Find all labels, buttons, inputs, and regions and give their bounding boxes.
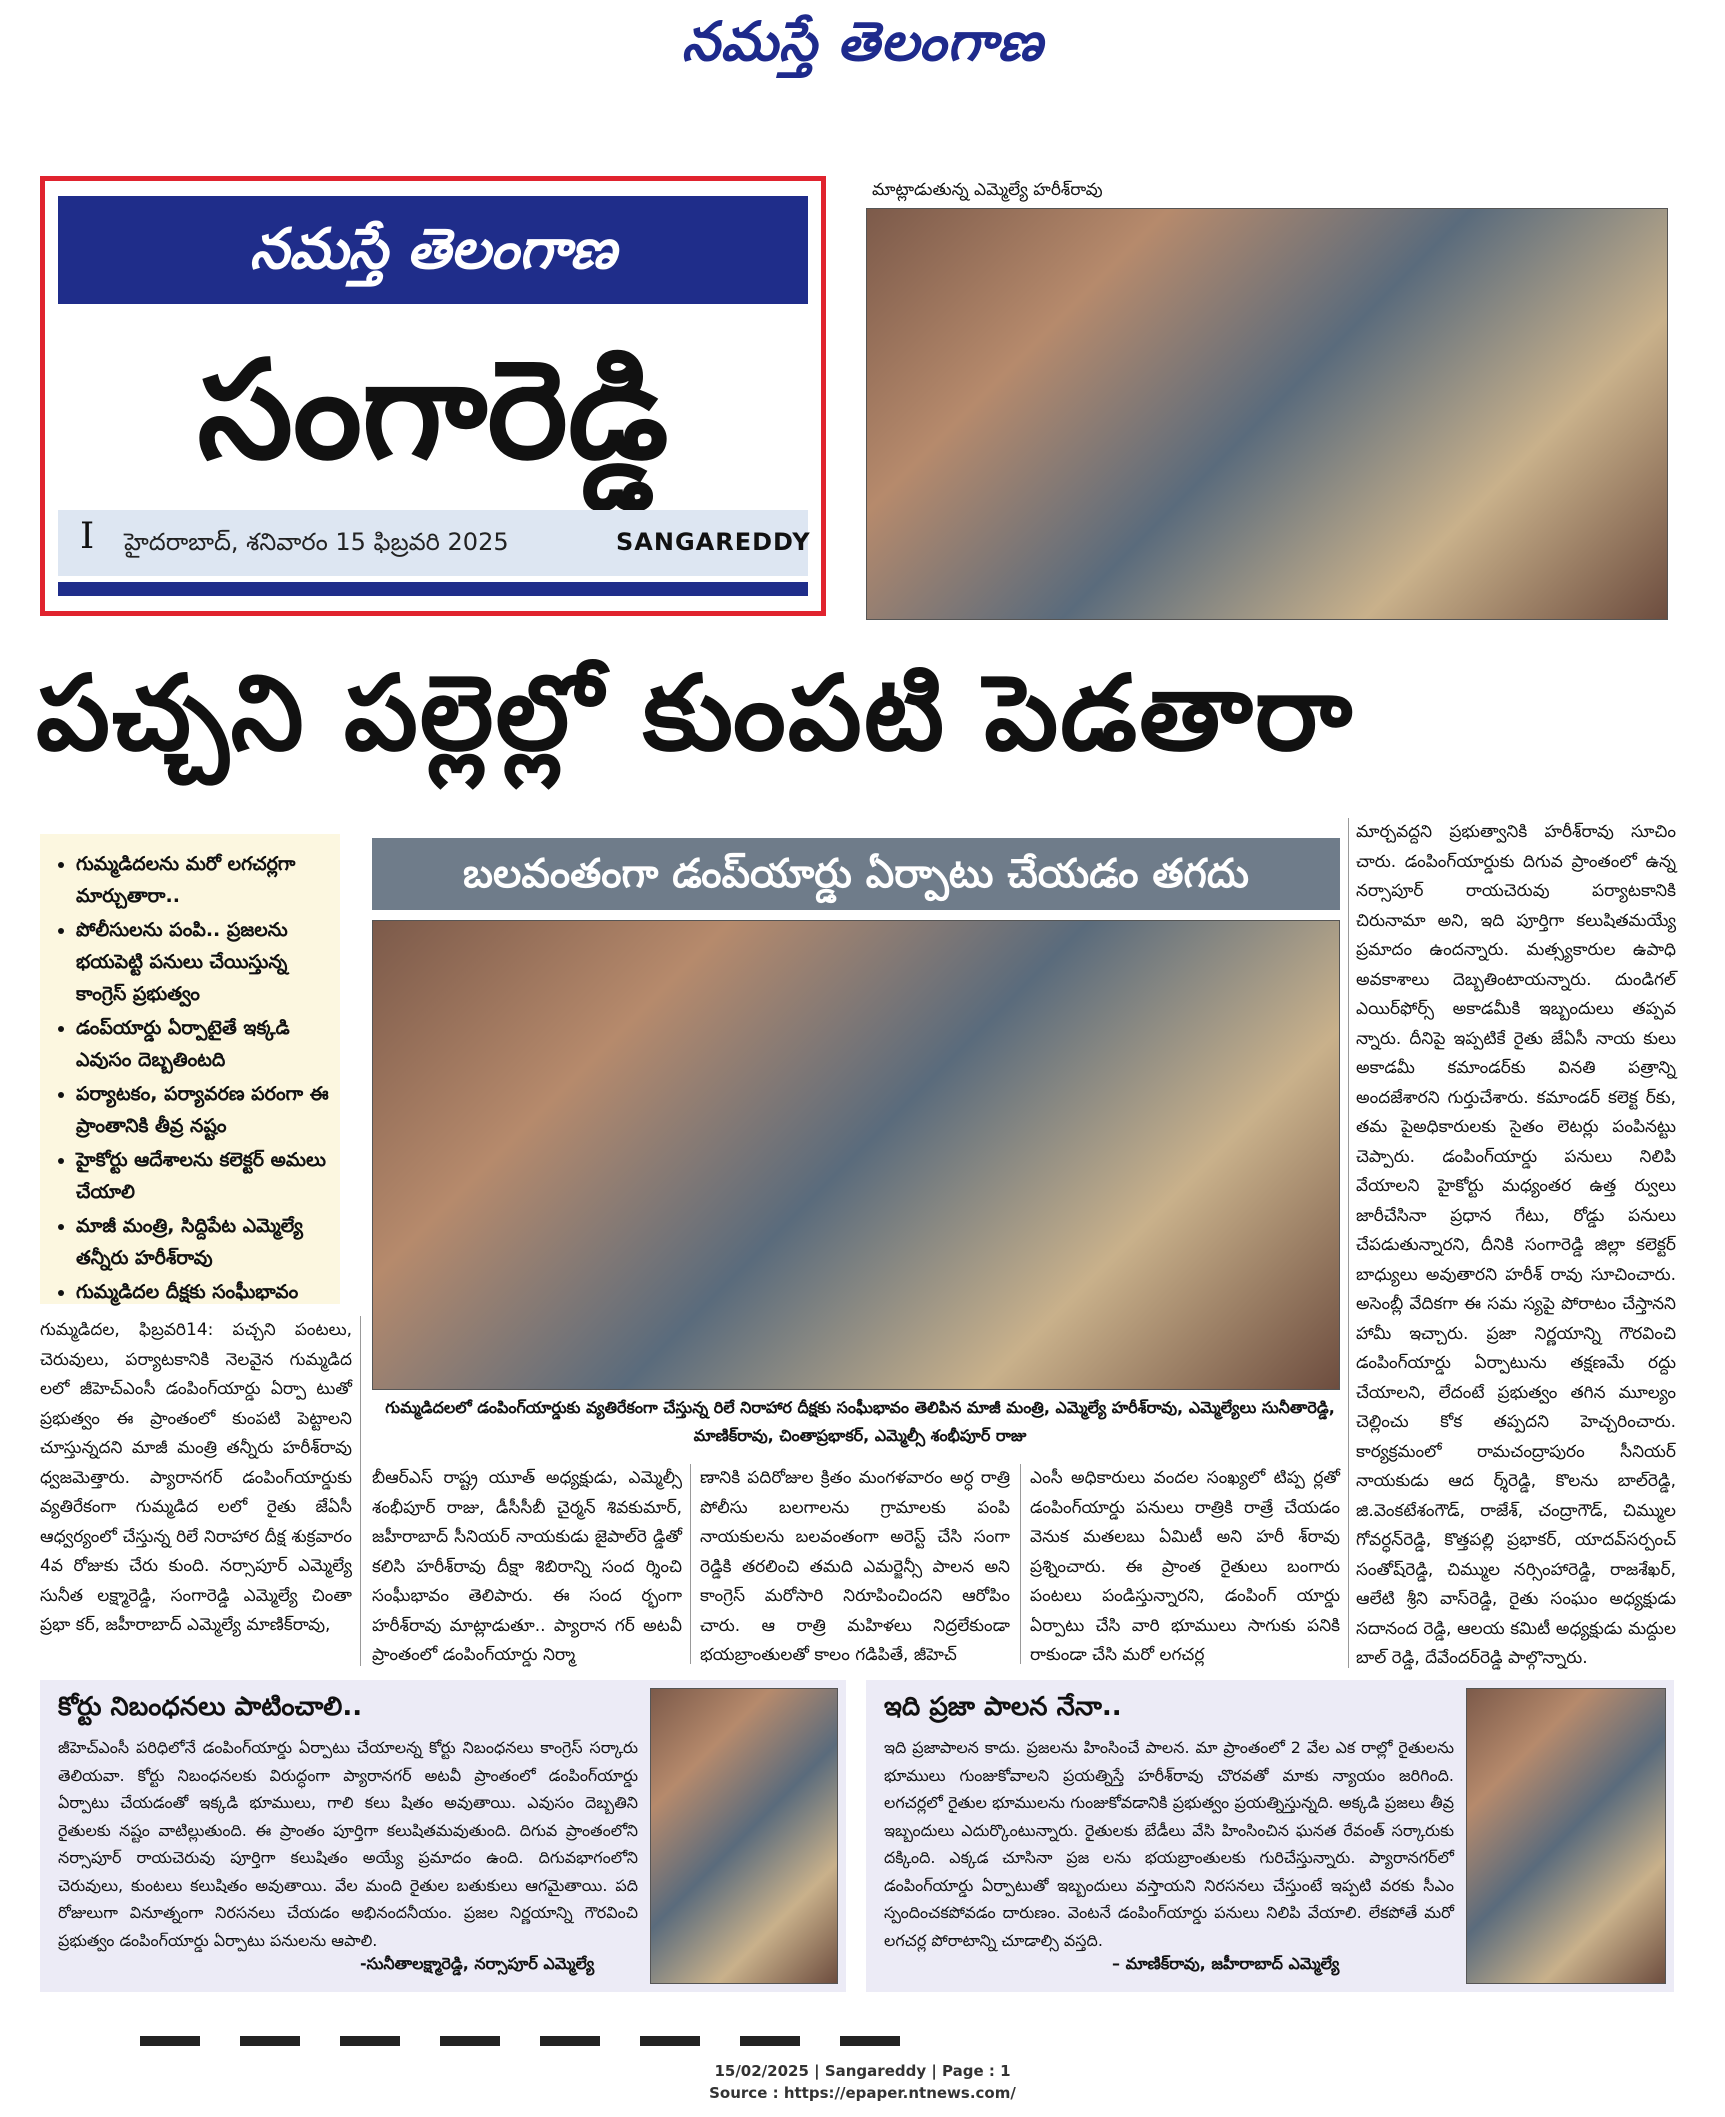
masthead-logo: నమస్తే తెలంగాణ — [681, 10, 1044, 73]
quote-box-left-title: కోర్టు నిబంధనలు పాటించాలి.. — [58, 1692, 363, 1722]
article-column-3: ణానికి పదిరోజుల క్రితం మంగళవారం అర్ధ రాత్రి పోలీసు బలగాలను గ్రామాలకు పంపి నాయకులను బలవంతంగా అరెస్ట్ చేసి సంగా రెడ్డికి తరలించి తమది ఎమర్జెన్సీ పాలన అని కాంగ్రెస్ మరోసారి నిరూపించిందని ఆరోపిం చారు. ఆ రాత్రి మహిళలు నిద్రలేకుండా భయబ్రాంతులతో కాలం గడిపితే, జీహెచ్ — [700, 1468, 1010, 1665]
highlight-item: • గుమ్మడిదలను మరో లగచర్లగా మార్చుతారా.. — [76, 848, 330, 912]
top-photo — [866, 208, 1668, 620]
column-divider — [690, 1464, 691, 1664]
main-headline: పచ్చని పల్లెల్లో కుంపటి పెడతారా — [36, 652, 1355, 774]
edition-roman-numeral: I — [80, 516, 95, 557]
edition-city-title: సంగారెడ్డి — [197, 330, 669, 490]
top-photo-caption: మాట్లాడుతున్న ఎమ్మెల్యే హరీశ్‌రావు — [872, 180, 1103, 200]
edition-paper-name: నమస్తే తెలంగాణ — [58, 196, 808, 304]
main-photo-caption: గుమ్మడిదలలో డంపింగ్‌యార్డుకు వ్యతిరేకంగా చేస్తున్న రిలే నిరాహార దీక్షకు సంఘీభావం తెలిపిన మాజీ మంత్రి, ఎమ్మెల్యే హరీశ్‌రావు, ఎమ్మెల్యేలు సునీతారెడ్డి, మాణిక్‌రావు, చింతాప్రభాకర్, ఎమ్మెల్సీ శంభీపూర్ రాజు — [385, 1398, 1335, 1445]
column-divider — [1020, 1464, 1021, 1664]
quote-box-right-title: ఇది ప్రజా పాలన నేనా.. — [884, 1692, 1122, 1722]
highlight-item: • హైకోర్టు ఆదేశాలను కలెక్టర్ అమలు చేయాలి — [76, 1144, 330, 1208]
article-column-2: బీఆర్‌ఎస్ రాష్ట్ర యూత్ అధ్యక్షుడు, ఎమ్మెల్సీ శంభీపూర్ రాజు, డీసీసీబీ చైర్మన్ శివకుమార్, జహీరాబాద్ సీనియర్ నాయకుడు జైపాల్‌రె డ్డితో కలిసి హరీశ్‌రావు దీక్షా శిబిరాన్ని సంద ర్శించి సంఘీభావం తెలిపారు. ఈ సంద ర్భంగా హరీశ్‌రావు మాట్లాడుతూ.. ప్యారాన గర్ అటవీ ప్రాంతంలో డంపింగ్‌యార్డు నిర్మా — [372, 1468, 682, 1665]
highlights-box — [40, 834, 340, 1304]
article-column-5: మార్చవద్దని ప్రభుత్వానికి హరీశ్‌రావు సూచిం చారు. డంపింగ్‌యార్డుకు దిగువ ప్రాంతంలో ఉన్న నర్సాపూర్ రాయచెరువు పర్యాటకానికి చిరునామా అని, ఇది పూర్తిగా కలుషితమయ్యే ప్రమాదం ఉందన్నారు. మత్స్యకారుల ఉపాధి అవకాశాలు దెబ్బతింటాయన్నారు. దుండిగల్ ఎయిర్‌ఫోర్స్ అకాడమీకి ఇబ్బందులు తప్పవ న్నారు. దీనిపై ఇప్పటికే రైతు జేఏసీ నాయ కులు అకాడమీ కమాండర్‌కు వినతి పత్రాన్ని అందజేశారని గుర్తుచేశారు. కమాండర్ కలెక్ట ర్‌కు, తమ పైఅధికారులకు సైతం లెటర్లు పంపినట్టు చెప్పారు. డంపింగ్‌యార్డు పనులు నిలిపి వేయాలని హైకోర్టు మధ్యంతర ఉత్త ర్వులు జారీచేసినా ప్రధాన గేటు, రోడ్డు పనులు చేపడుతున్నారని, దీనికి సంగారెడ్డి జిల్లా కలెక్టర్ బాధ్యులు అవుతారని హరీశ్ రావు సూచించారు. అసెంబ్లీ వేదికగా ఈ సమ స్యపై పోరాటం చేస్తానని హామీ ఇచ్చారు. ప్రజా నిర్ణయాన్ని గౌరవించి డంపింగ్‌యార్డు ఏర్పాటును తక్షణమే రద్దు చేయాలని, లేదంటే ప్రభుత్వం తగిన మూల్యం చెల్లించు కోక తప్పదని హెచ్చరించారు. కార్యక్రమంలో రామచంద్రాపురం సీనియర్ నాయకుడు ఆద ర్శ్‌రెడ్డి, కొలను బాల్‌రెడ్డి, జి.వెంకటేశంగౌడ్, రాజేశ్, చంద్రాగౌడ్, చిమ్ముల గోవర్ధన్‌రెడ్డి, కొత్తపల్లి ప్రభాకర్, యాదవ్‌సర్పంచ్ సంతోష్‌రెడ్డి, చిమ్ముల నర్సింహారెడ్డి, రాజశేఖర్, ఆలేటి శ్రీని వాస్‌రెడ్డి, రైతు సంఘం అధ్యక్షుడు సదానంద రెడ్డి, ఆలయ కమిటీ అధ్యక్షుడు మద్దుల బాల్ రెడ్డి, దేవేందర్‌రెడ్డి పాల్గొన్నారు. — [1356, 822, 1676, 1668]
highlight-item: • పోలీసులను పంపి.. ప్రజలను భయపెట్టి పనులు చేయిస్తున్న కాంగ్రెస్ ప్రభుత్వం — [76, 914, 330, 1010]
footer-source[interactable]: Source : https://epaper.ntnews.com/ — [709, 2084, 1016, 2102]
main-photo — [372, 920, 1340, 1390]
highlight-item: • మాజీ మంత్రి, సిద్దిపేట ఎమ్మెల్యే తన్నీరు హరీశ్‌రావు — [76, 1210, 330, 1274]
column-divider — [360, 1316, 361, 1666]
quote-box-right-signature: – మాణిక్‌రావు, జహీరాబాద్ ఎమ్మెల్యే — [1112, 1954, 1340, 1973]
footer-page-info: 15/02/2025 | Sangareddy | Page : 1 — [714, 2062, 1011, 2080]
edition-bottom-bar — [58, 582, 808, 596]
column-divider — [1348, 818, 1349, 1668]
article-column-4: ఎంసీ అధికారులు వందల సంఖ్యలో టిప్ప ర్లతో డంపింగ్‌యార్డు పనులు రాత్రికి రాత్రే చేయడం వెనుక మతలబు ఏమిటీ అని హరీ శ్‌రావు ప్రశ్నించారు. ఈ ప్రాంత రైతులు బంగారు పంటలు పండిస్తున్నారని, డంపింగ్ యార్డు ఏర్పాటు చేసి వారి భూములు సాగుకు పనికి రాకుండా చేసి మరో లగచర్ల — [1030, 1468, 1340, 1665]
edition-city-english: SANGAREDDY — [616, 528, 811, 556]
article-column-1: గుమ్మడిదల, ఫిబ్రవరి14: పచ్చని పంటలు, చెరువులు, పర్యాటకానికి నెలవైన గుమ్మడిద లలో జీహెచ్‌ఎంసీ డంపింగ్‌యార్డు ఏర్పా టుతో ప్రభుత్వం ఈ ప్రాంతంలో కుంపటి పెట్టాలని చూస్తున్నదని మాజీ మంత్రి తన్నీరు హరీశ్‌రావు ధ్వజమెత్తారు. ప్యారానగర్ డంపింగ్‌యార్డుకు వ్యతిరేకంగా గుమ్మడిద లలో రైతు జేఏసీ ఆధ్వర్యంలో చేస్తున్న రిలే నిరాహార దీక్ష శుక్రవారం 4వ రోజుకు చేరు కుంది. నర్సాపూర్ ఎమ్మెల్యే సునీత లక్ష్మారెడ్డి, సంగారెడ్డి ఎమ్మెల్యే చింతా ప్రభా కర్, జహీరాబాద్ ఎమ్మెల్యే మాణిక్‌రావు, — [40, 1320, 352, 1635]
subheadline: బలవంతంగా డంప్‌యార్డు ఏర్పాటు చేయడం తగదు — [372, 838, 1340, 910]
highlight-item: • డంప్‌యార్డు ఏర్పాటైతే ఇక్కడి ఎవుసం దెబ్బతింటది — [76, 1012, 330, 1076]
quote-box-right-photo — [1466, 1688, 1666, 1984]
quote-box-left-text: జీహెచ్‌ఎంసీ పరిధిలోనే డంపింగ్‌యార్డు ఏర్పాటు చేయాలన్న కోర్టు నిబంధనలు కాంగ్రెస్ సర్కారు తెలియవా. కోర్టు నిబంధనలకు విరుద్ధంగా ప్యారానగర్ అటవీ ప్రాంతంలో డంపింగ్‌యార్డు ఏర్పాటు చేయడంతో ఇక్కడి భూములు, గాలి కలు షితం అవుతాయి. ఎవుసం దెబ్బతిని రైతులకు నష్టం వాటిల్లుతుంది. ఈ ప్రాంతం పూర్తిగా కలుషితమవుతుంది. దిగువ ప్రాంతంలోని నర్సాపూర్ రాయచెరువు పూర్తిగా కలుషితం అయ్యే ప్రమాదం ఉంది. దిగువభాగంలోని చెరువులు, కుంటలు కలుషితం అవుతాయి. వేల మంది రైతుల బతుకులు ఆగమైతాయి. పది రోజులుగా వినూత్నంగా నిరసనలు చేయడం అభినందనీయం. ప్రజల నిర్ణయాన్ని గౌరవించి ప్రభుత్వం డంపింగ్‌యార్డు ఏర్పాటు పనులను ఆపాలి. — [58, 1738, 638, 1950]
quote-box-left-photo — [650, 1688, 838, 1984]
highlight-item: • గుమ్మడిదల దీక్షకు సంఘీభావం — [76, 1276, 330, 1308]
quote-box-left-signature: -సునీతాలక్ష్మారెడ్డి, నర్సాపూర్ ఎమ్మెల్యే — [360, 1954, 595, 1973]
cut-off-text-strip — [140, 2036, 940, 2046]
quote-box-right-text: ఇది ప్రజాపాలన కాదు. ప్రజలను హింసించే పాలన. మా ప్రాంతంలో 2 వేల ఎక రాల్లో రైతులను భూములు గుంజుకోవాలని ప్రయత్నిస్తే హరీశ్‌రావు చొరవతో మాకు న్యాయం జరిగింది. లగచర్లలో రైతుల భూములను గుంజుకోవడానికి ప్రభుత్వం ప్రయత్నిస్తున్నది. అక్కడి ప్రజలు తీవ్ర ఇబ్బందులు ఎదుర్కొంటున్నారు. రైతులకు బేడీలు వేసి హింసించిన ఘనత రేవంత్ సర్కారుకు దక్కింది. ఎక్కడ చూసినా ప్రజ లను భయబ్రాంతులకు గురిచేస్తున్నారు. ప్యారానగర్‌లో డంపింగ్‌యార్డు ఏర్పాటుతో ఇబ్బందులు వస్తాయని నిరసనలు చేస్తుంటే ఇప్పటి వరకు సీఎం స్పందించకపోవడం దారుణం. వెంటనే డంపింగ్‌యార్డు పనులు నిలిపి వేయాలి. లేకపోతే మరో లగచర్ల పోరాటాన్ని చూడాల్సి వస్తది. — [884, 1738, 1454, 1950]
highlight-item: • పర్యాటకం, పర్యావరణ పరంగా ఈ ప్రాంతానికి తీవ్ర నష్టం — [76, 1078, 330, 1142]
edition-date: హైదరాబాద్, శనివారం 15 ఫిబ్రవరి 2025 — [124, 528, 509, 556]
